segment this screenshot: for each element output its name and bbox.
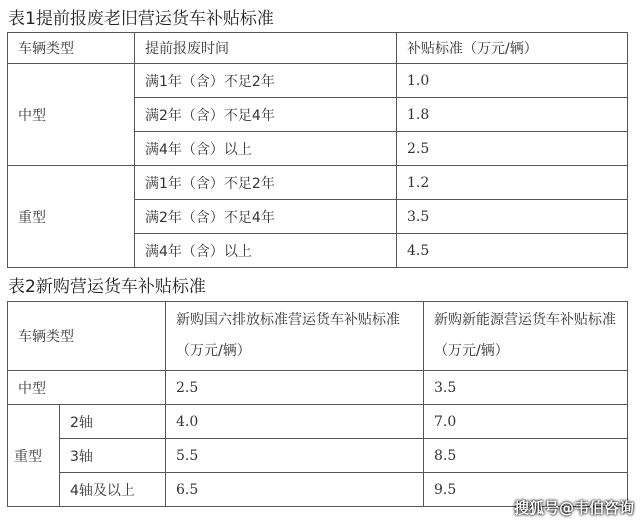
table2-title: 表2新购营运货车补贴标准 xyxy=(8,277,206,297)
nev-subsidy-cell: 8.5 xyxy=(424,439,628,473)
guo6-subsidy-cell: 4.0 xyxy=(166,405,424,439)
scrap-time-cell: 满1年（含）不足2年 xyxy=(135,166,397,200)
table-row xyxy=(8,405,628,439)
header-nev-subsidy: 新购新能源营运货车补贴标准（万元/辆） xyxy=(424,302,628,371)
subsidy-cell: 1.2 xyxy=(397,166,628,200)
scrap-time-cell: 满4年（含）以上 xyxy=(135,132,397,166)
header-subsidy: 补贴标准（万元/辆） xyxy=(397,33,628,64)
header-guo6-subsidy: 新购国六排放标准营运货车补贴标准（万元/辆） xyxy=(166,302,424,371)
axle-cell: 4轴及以上 xyxy=(60,473,166,507)
nev-subsidy-cell: 7.0 xyxy=(424,405,628,439)
guo6-subsidy-cell: 2.5 xyxy=(166,371,424,405)
table2-header-row xyxy=(8,302,628,371)
table2-new-truck-purchase-subsidy xyxy=(7,301,628,507)
header-vehicle-type: 车辆类型 xyxy=(8,302,166,371)
subsidy-cell: 2.5 xyxy=(397,132,628,166)
guo6-subsidy-cell: 5.5 xyxy=(166,439,424,473)
vehicle-type-cell: 中型 xyxy=(8,64,135,166)
table-row xyxy=(8,64,628,98)
scrap-time-cell: 满2年（含）不足4年 xyxy=(135,200,397,234)
vehicle-type-cell: 中型 xyxy=(8,371,166,405)
subsidy-cell: 1.8 xyxy=(397,98,628,132)
table1-title: 表1提前报废老旧营运货车补贴标准 xyxy=(8,9,274,29)
subsidy-cell: 1.0 xyxy=(397,64,628,98)
vehicle-type-cell: 重型 xyxy=(8,166,135,268)
table-row xyxy=(8,439,628,473)
guo6-subsidy-cell: 6.5 xyxy=(166,473,424,507)
scrap-time-cell: 满2年（含）不足4年 xyxy=(135,98,397,132)
nev-subsidy-cell: 3.5 xyxy=(424,371,628,405)
subsidy-cell: 4.5 xyxy=(397,234,628,268)
table1-old-truck-scrap-subsidy xyxy=(7,32,628,268)
table-row xyxy=(8,166,628,200)
table1-header-row xyxy=(8,33,628,64)
axle-cell: 3轴 xyxy=(60,439,166,473)
header-scrap-time: 提前报废时间 xyxy=(135,33,397,64)
header-vehicle-type: 车辆类型 xyxy=(8,33,135,64)
subsidy-cell: 3.5 xyxy=(397,200,628,234)
scrap-time-cell: 满1年（含）不足2年 xyxy=(135,64,397,98)
watermark: 搜狐号@韦伯咨询 xyxy=(513,499,634,517)
axle-cell: 2轴 xyxy=(60,405,166,439)
scrap-time-cell: 满4年（含）以上 xyxy=(135,234,397,268)
nev-subsidy-cell: 9.5 xyxy=(424,473,628,507)
vehicle-type-cell: 重型 xyxy=(8,405,60,507)
table-row xyxy=(8,371,628,405)
